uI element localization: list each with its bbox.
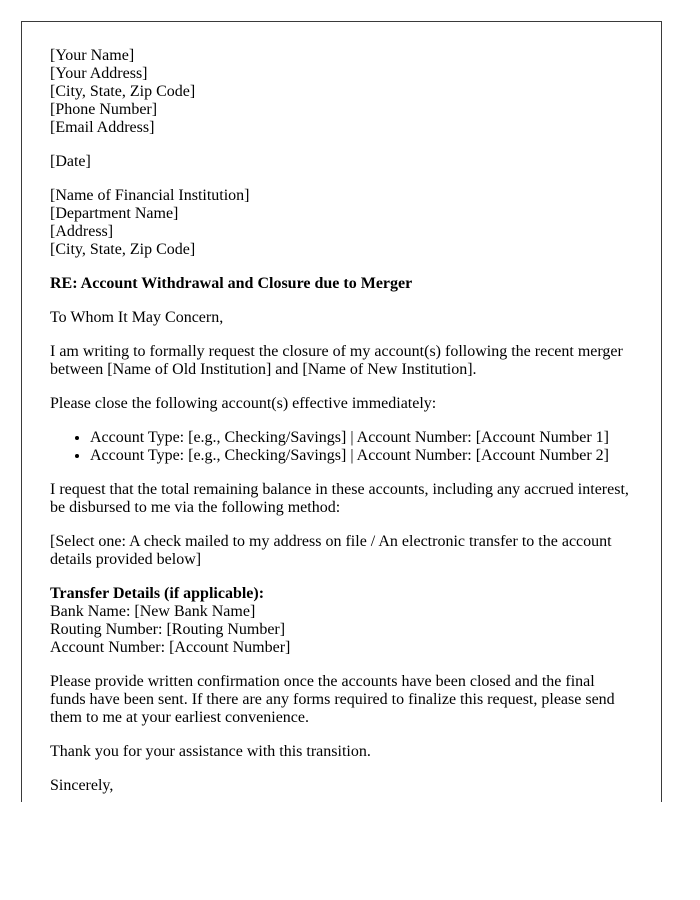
sender-email-line: [Email Address]	[50, 119, 155, 136]
paragraph-method: [Select one: A check mailed to my address on file / An electronic transfer to the account details provided below]	[50, 533, 612, 568]
accounts-list	[50, 429, 633, 465]
recipient-address-line: [Address]	[50, 223, 114, 240]
transfer-details-block	[50, 585, 633, 657]
sender-block	[50, 47, 633, 137]
account-item-2: • Account Type: [e.g., Checking/Savings] | Account Number: [Account Number 2]	[90, 447, 633, 465]
paragraph-close-request: Please close the following account(s) effective immediately:	[50, 395, 437, 412]
sender-city-line: [City, State, Zip Code]	[50, 83, 196, 100]
date-line: [Date]	[50, 153, 91, 170]
recipient-institution-line: [Name of Financial Institution]	[50, 187, 250, 204]
paragraph-balance: I request that the total remaining balance in these accounts, including any accrued interest, be disbursed to me via the following method:	[50, 481, 629, 516]
date-block	[50, 153, 633, 171]
account-item-1: • Account Type: [e.g., Checking/Savings] | Account Number: [Account Number 1]	[90, 429, 633, 447]
transfer-account-number-line: Account Number: [Account Number]	[50, 639, 291, 656]
sender-address-line: [Your Address]	[50, 65, 148, 82]
sender-phone-line: [Phone Number]	[50, 101, 158, 118]
salutation: To Whom It May Concern,	[50, 309, 224, 326]
recipient-city-line: [City, State, Zip Code]	[50, 241, 196, 258]
closing: Sincerely,	[50, 777, 114, 794]
recipient-block	[50, 187, 633, 259]
transfer-details-heading: Transfer Details (if applicable):	[50, 585, 265, 602]
transfer-bank-name-line: Bank Name: [New Bank Name]	[50, 603, 256, 620]
transfer-routing-number-line: Routing Number: [Routing Number]	[50, 621, 286, 638]
paragraph-thanks: Thank you for your assistance with this transition.	[50, 743, 371, 760]
subject-line: RE: Account Withdrawal and Closure due to Merger	[50, 275, 413, 292]
recipient-department-line: [Department Name]	[50, 205, 179, 222]
sender-name-line: [Your Name]	[50, 47, 135, 64]
letter-container	[21, 21, 662, 802]
paragraph-intro: I am writing to formally request the closure of my account(s) following the recent merger between [Name of Old Institution] and [Name of New Institution].	[50, 343, 623, 378]
paragraph-confirmation: Please provide written confirmation once the accounts have been closed and the final funds have been sent. If there are any forms required to finalize this request, please send them to me at your earliest convenience.	[50, 673, 615, 726]
